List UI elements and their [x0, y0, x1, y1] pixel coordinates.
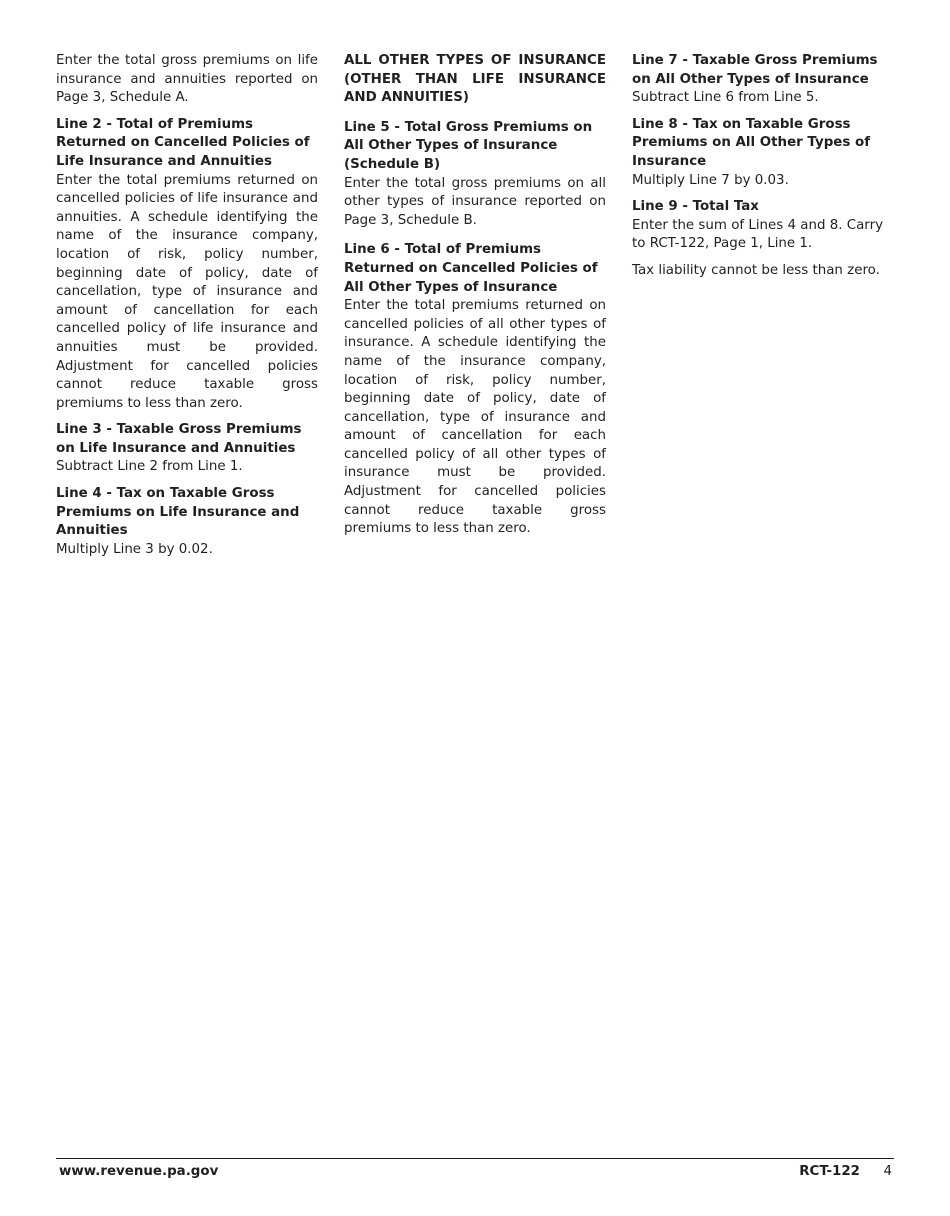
line-6-instructions: [344, 241, 606, 539]
line-3-heading: Line 3 - Taxable Gross Premiums on Life Insurance and Annuities: [56, 422, 302, 456]
line-3-instructions: [56, 421, 318, 477]
column-1: [56, 52, 318, 567]
line-4-heading: Line 4 - Tax on Taxable Gross Premiums on Life Insurance and Annuities: [56, 486, 300, 539]
line-8-body: Multiply Line 7 by 0.03.: [632, 172, 789, 188]
footer-form-number: RCT-122: [799, 1164, 860, 1179]
line-1-body: Enter the total gross premiums on life insurance and annuities reported on Page 3, Schedule A.: [56, 53, 318, 106]
column-3: [632, 52, 894, 289]
footer-website-link[interactable]: www.revenue.pa.gov: [59, 1164, 219, 1179]
line-5-heading: Line 5 - Total Gross Premiums on All Other Types of Insurance (Schedule B): [344, 119, 593, 172]
line-8-instructions: [632, 116, 894, 190]
column-2: [344, 52, 606, 547]
tax-liability-note-text: Tax liability cannot be less than zero.: [632, 262, 880, 278]
line-9-heading: Line 9 - Total Tax: [632, 199, 759, 215]
tax-liability-note: [632, 262, 894, 281]
line-7-body: Subtract Line 6 from Line 5.: [632, 90, 819, 106]
line-5-body: Enter the total gross premiums on all other types of insurance reported on Page 3, Schedule B.: [344, 175, 606, 228]
line-7-heading: Line 7 - Taxable Gross Premiums on All Other Types of Insurance: [632, 53, 878, 87]
footer-page-number: 4: [883, 1164, 892, 1179]
line-5-instructions: [344, 119, 606, 231]
section-heading: ALL OTHER TYPES OF INSURANCE (OTHER THAN LIFE INSURANCE AND ANNUITIES): [344, 53, 606, 106]
line-3-body: Subtract Line 2 from Line 1.: [56, 459, 243, 475]
line-2-body: Enter the total premiums returned on cancelled policies of life insurance and annuities. A schedule identifying the name of the insurance company, location of risk, policy number, beginning date of policy, date of cancellation, type of insurance and amount of cancellation for each cancelled policy of life insurance and annuities must be provided. Adjustment for cancelled policies cannot reduce taxable gross premiums to less than zero.: [56, 172, 318, 411]
line-6-heading: Line 6 - Total of Premiums Returned on Cancelled Policies of All Other Types of Insurance: [344, 242, 598, 295]
line-4-body: Multiply Line 3 by 0.02.: [56, 541, 213, 557]
line-6-body: Enter the total premiums returned on cancelled policies of all other types of insurance. A schedule identifying the name of the insurance company, location of risk, policy number, beginning date of policy, date of cancellation, type of insurance and amount of cancellation for each cancelled policy of all other types of insurance must be provided. Adjustment for cancelled policies cannot reduce taxable gross premiums to less than zero.: [344, 298, 606, 537]
line-9-body: Enter the sum of Lines 4 and 8. Carry to RCT-122, Page 1, Line 1.: [632, 217, 884, 252]
line-2-instructions: [56, 116, 318, 414]
line-9-instructions: [632, 198, 894, 254]
other-insurance-section: [344, 52, 606, 108]
line-2-heading: Line 2 - Total of Premiums Returned on Cancelled Policies of Life Insurance and Annuities: [56, 116, 310, 169]
line-8-heading: Line 8 - Tax on Taxable Gross Premiums on All Other Types of Insurance: [632, 116, 871, 169]
line-4-instructions: [56, 485, 318, 559]
line-7-instructions: [632, 52, 894, 108]
line-1-instructions: [56, 52, 318, 108]
page-footer: [56, 1158, 894, 1185]
